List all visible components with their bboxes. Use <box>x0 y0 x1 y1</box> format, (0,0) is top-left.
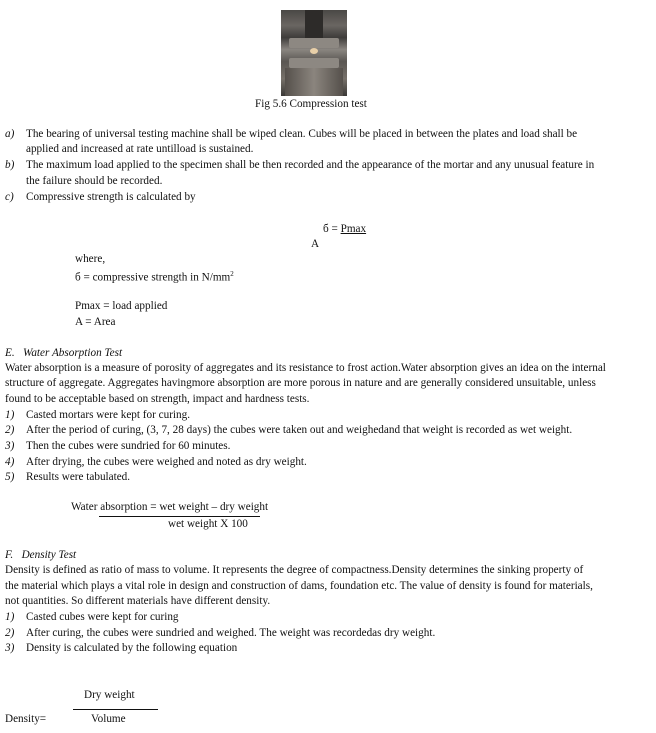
formula-lhs: б = <box>323 223 341 235</box>
density-step-marker-1: 1) <box>5 611 15 623</box>
formula-compressive-strength <box>323 222 366 238</box>
density-formula-numerator: Dry weight <box>84 689 135 701</box>
sigma-definition-sup: 2 <box>230 270 234 278</box>
step-b-line-2: the failure should be recorded. <box>26 175 163 187</box>
water-para-line-1: Water absorption is a measure of porosity of aggregates and its resistance to frost action.Water absorption gives an idea on the internal <box>5 362 606 374</box>
figure-caption: Fig 5.6 Compression test <box>255 98 367 110</box>
water-step-marker-3: 3) <box>5 440 15 452</box>
density-heading-letter: F. <box>5 549 14 561</box>
density-formula-denominator: Volume <box>91 713 126 725</box>
specimen <box>310 48 318 54</box>
step-a-line-1: The bearing of universal testing machine shall be wiped clean. Cubes will be placed in between the plates and load shall be <box>26 128 578 140</box>
water-heading-text: Water Absorption Test <box>23 347 123 359</box>
density-step-2: After curing, the cubes were sundried and weighed. The weight was recordedas dry weight. <box>26 627 436 639</box>
water-para-line-3: found to be acceptable based on strength, impact and hardness tests. <box>5 393 310 405</box>
density-para-line-2: the material which plays a vital role in design and construction of dams, foundation etc. The value of density is found for materials, <box>5 580 593 592</box>
sigma-definition <box>75 267 234 286</box>
density-formula-fraction-bar <box>73 709 158 710</box>
step-b-line-1: The maximum load applied to the specimen shall be then recorded and the appearance of the mortar and any unusual feature in <box>26 159 595 171</box>
density-heading <box>5 548 76 564</box>
density-heading-text: Density Test <box>21 549 77 561</box>
where-heading: where, <box>75 253 106 265</box>
pmax-definition: Pmax = load applied <box>75 300 168 312</box>
compression-test-photo <box>281 10 347 96</box>
density-para-line-3: not quantities. So different materials have different density. <box>5 595 271 607</box>
lower-plate <box>289 58 339 68</box>
area-definition: A = Area <box>75 316 116 328</box>
density-step-3: Density is calculated by the following equation <box>26 642 238 654</box>
step-marker-b: b) <box>5 159 15 171</box>
water-absorption-heading <box>5 346 122 362</box>
sigma-definition-text: б = compressive strength in N/mm <box>75 271 231 284</box>
density-step-1: Casted cubes were kept for curing <box>26 611 179 623</box>
water-step-1: Casted mortars were kept for curing. <box>26 409 191 421</box>
water-step-4: After drying, the cubes were weighed and noted as dry weight. <box>26 456 307 468</box>
water-step-marker-1: 1) <box>5 409 15 421</box>
density-step-marker-2: 2) <box>5 627 15 639</box>
water-step-2: After the period of curing, (3, 7, 28 days) the cubes were taken out and weighedand that weight is recorded as wet weight. <box>26 424 573 436</box>
formula-numerator: Pmax <box>340 223 367 235</box>
density-step-marker-3: 3) <box>5 642 15 654</box>
water-step-marker-5: 5) <box>5 471 15 483</box>
water-step-marker-2: 2) <box>5 424 15 436</box>
density-para-line-1: Density is defined as ratio of mass to volume. It represents the degree of compactness.Density determines the sinking property of <box>5 564 584 576</box>
water-para-line-2: structure of aggregate. Aggregates havingmore absorption are more porous in nature and are generally considered unsuitable, unless <box>5 377 596 389</box>
machine-base <box>285 68 343 96</box>
step-a-line-2: applied and increased at rate untilload is sustained. <box>26 143 254 155</box>
density-formula-lhs: Density= <box>5 713 47 725</box>
step-c-line-1: Compressive strength is calculated by <box>26 191 196 203</box>
water-step-3: Then the cubes were sundried for 60 minutes. <box>26 440 231 452</box>
water-step-marker-4: 4) <box>5 456 15 468</box>
water-step-5: Results were tabulated. <box>26 471 131 483</box>
step-marker-a: a) <box>5 128 15 140</box>
machine-ram <box>305 10 323 40</box>
upper-plate <box>289 38 339 48</box>
water-formula-bottom: wet weight X 100 <box>168 518 248 530</box>
water-heading-letter: E. <box>5 347 15 359</box>
water-formula-top: Water absorption = wet weight – dry weight <box>71 501 269 513</box>
step-marker-c: c) <box>5 191 14 203</box>
formula-denominator: A <box>311 238 320 250</box>
